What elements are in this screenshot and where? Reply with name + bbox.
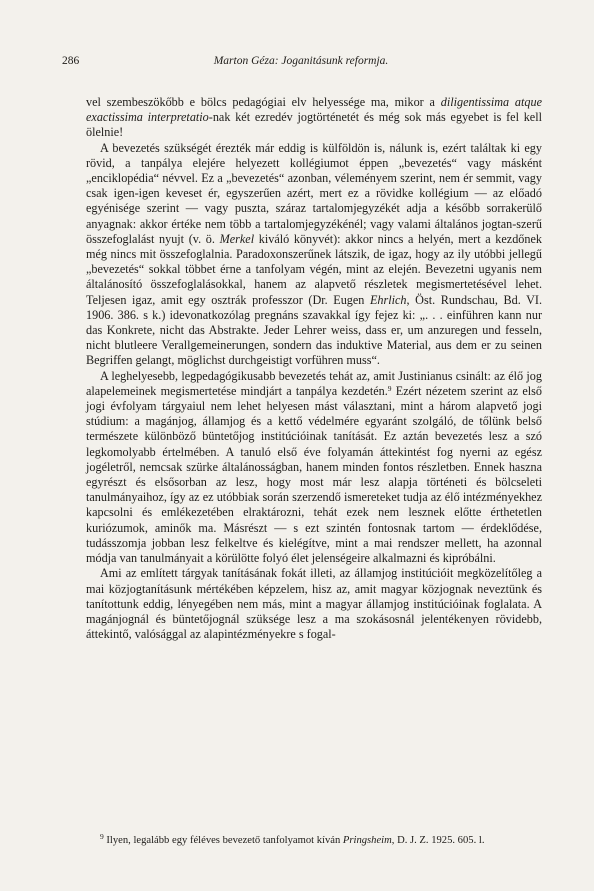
footnote-text: Ilyen, legalább egy féléves bevezető tanfolyamot kíván [103,835,343,846]
paragraph [86,95,542,141]
text-segment: Ami az említett tárgyak tanításának fokát illeti, az államjog institúcióit megközelítőleg a mai közjogtanításunk mértékében képzelem, hisz az, amit magyar közjognak neveztünk és tanítottunk eddig, lényegében nem más, mint a magyar államjog institúcióinak foglalata. A magánjognál és büntetőjognál szüksége lesz a ma szokásosnál jelentékenyen rövidebb, áttekintő, valósággal az alapintézményekre s fogal- [86,566,542,642]
page-number: 286 [62,55,80,67]
text-segment: Ezért nézetem szerint az első jogi évfolyam tárgyaiul nem lehet helyesen mást választani, mint a három alapvető jogi stúdium: a magánjog, államjog és a kettő védelmére egyaránt szolgáló, de tőlünk belső természete különböző büntetőjog institúcióinak tanítását. Ez aztán bevezetés lesz a szó legkomolyabb értelmében. A tanuló első éve folyamán áttekintést fog nyerni az egész jogéletről, nemcsak szürke általánosságban, hanem minden fontos részletben. Ennek haszna egyrészt és elsősorban az lesz, hogy most már lesz alapja történeti és bölcseleti tanulmányaihoz, így az ez utóbbiak során szerzendő ismereteket tudja az élő intézményekhez kapcsolni és emlékezetében elraktározni, tehát ezek nem lesznek előtte érthetetlen kuriózumok, aminők ma. Másrészt — s ezt szintén fontosnak tartom — érdeklődése, tudásszomja jobban lesz felkeltve és kielégítve, mint a mai rendszer mellett, ha azonnal módja van tanulmányait a körülötte folyó élet jelenségeire alkalmazni és kipróbálni. [86,383,543,566]
paragraph [86,369,542,567]
running-head: Marton Géza: Joganitásunk reformja. [213,55,389,67]
footnote [86,834,542,847]
body-text [86,95,542,642]
text-segment: A leghelyesebb, legpedagógikusabb bevezetés tehát az, amit Justinianus csinált: az élő jog alapelemeinek megismertetése mindjárt a tanpálya kezdetén. [86,368,542,398]
paragraph [86,141,542,369]
text-segment: A bevezetés szükségét érezték már eddig is külföldön is, nálunk is, ezért találtak ki egy rövid, a tanpálya elejére helyezett kollégiumot éppen „bevezetés“ vagy másként „enciklopédia“ névvel. Ez a „bevezetés“ azonban, véleményem szerint, nem ér semmit, vagy csak igen-igen keveset ér, egyszerűen azért, mert ez a rövidke kollégium — az előadó egyénisége szerint — vagy puszta, száraz tartalomjegyzékét adja a később sorrakerülő anyagnak: akkor értéke nem több a tartalomjegyzékénél; vagy valami általános jogtan-szerű összefoglalást nyujt (v. ö. [86,140,542,246]
footnote-marker: 9 [100,832,104,841]
footnote-author: Pringsheim [342,835,392,846]
text-segment: kiváló könyvét): akkor nincs a helyén, mert a kezdőnek még nincs mit összefoglalnia. Paradoxonszerűnek látszik, de igaz, hogy az ily utóbbi jellegű „bevezetés“ sokkal többet érne a tanfolyam végén, mint az elején. Bevezetni ugyanis nem általánosító összefoglalásokkal, hanem az alapvető részletek megismertetésével lehet. Teljesen igaz, amit egy osztrák professzor (Dr. Eugen [86,231,542,307]
footnote-citation: , D. J. Z. 1925. 605. l. [391,835,485,846]
italic-text: Ehrlich [369,292,407,307]
text-segment: vel szembeszökőbb e bölcs pedagógiai elv helyessége ma, mikor a [86,95,441,109]
footnote-reference: 9 [387,383,392,393]
italic-text: Merkel [219,231,255,246]
text-segment: -nak két ezredév jogtörténetét és még sok más egyebet is fel kell ölelnie! [86,110,542,140]
page-header [62,55,540,73]
italic-text: diligentissima atque exactissima interpretatio [86,95,543,125]
text-segment: , Öst. Rundschau, Bd. VI. 1906. 386. s k.) idevonatkozólag pregnáns szavakkal így fejez ki: „. . . einführen kann nur das Konkrete, nicht das Abstrakte. Jeder Lehrer weiss, dass er, um anzuregen und fesseln, nicht blutleere Verallgemeinerungen, sondern das induktive Material, aus dem er zu seinen Begriffen gelangt, möglichst durchgeistigt vorführen muss“. [86,292,542,368]
paragraph [86,566,542,642]
